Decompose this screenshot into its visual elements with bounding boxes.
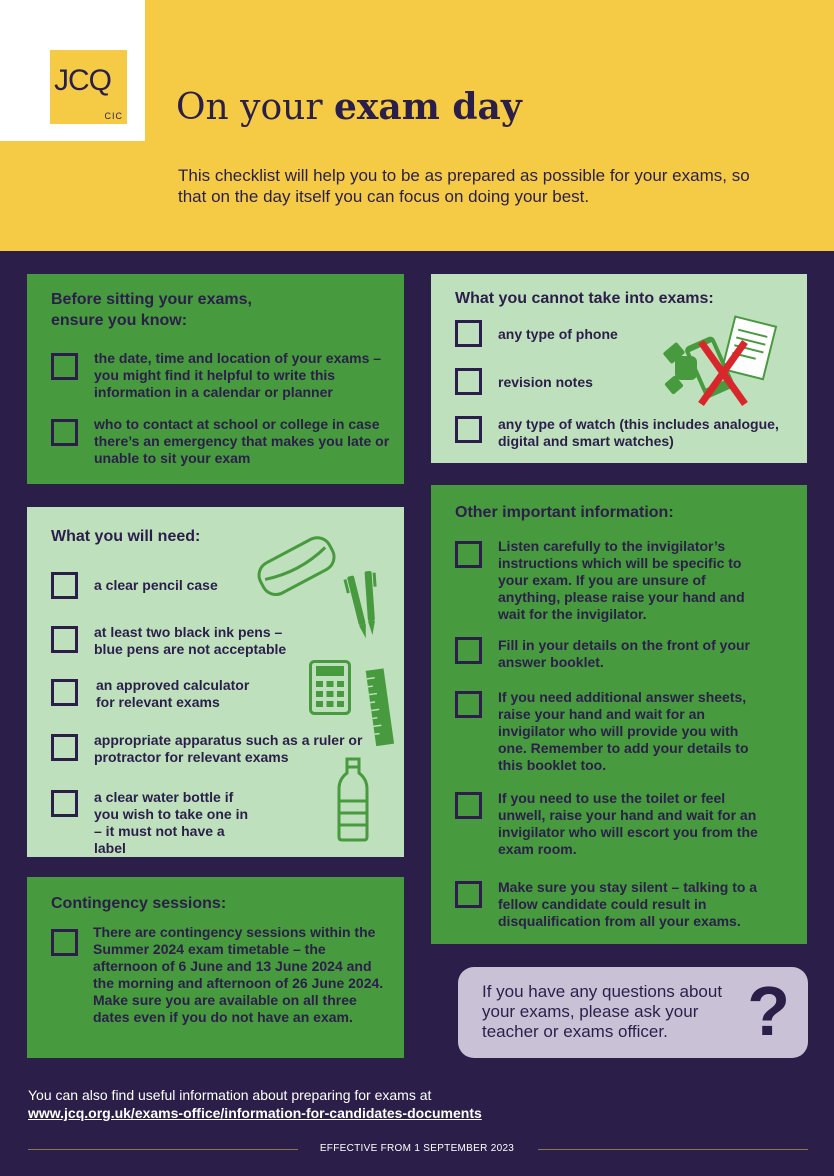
checklist-item-text: If you need additional answer sheets, raise your hand and wait for an invigilator who will provide you with one. Remember to add your details to this booklet too. xyxy=(498,689,749,773)
checkbox[interactable] xyxy=(51,790,78,817)
checklist-item-text: the date, time and location of your exams – you might find it helpful to write this information in a calendar or planner xyxy=(94,350,382,400)
calculator-icon xyxy=(309,660,353,716)
jcq-logo xyxy=(50,50,127,124)
checklist-item-text: an approved calculator for relevant exams xyxy=(96,677,250,710)
checklist-item xyxy=(51,929,81,959)
checklist-item-text: any type of watch (this includes analogue, digital and smart watches) xyxy=(498,416,779,449)
ruler-icon xyxy=(365,667,399,749)
contingency-panel xyxy=(27,877,404,1058)
other-info-panel xyxy=(431,485,807,944)
before-exams-title xyxy=(51,289,252,331)
before-exams-panel xyxy=(27,274,404,484)
checkbox[interactable] xyxy=(51,419,78,446)
checkbox[interactable] xyxy=(51,734,78,761)
questions-speech-bubble xyxy=(458,967,808,1058)
checkbox[interactable] xyxy=(455,792,482,819)
checkbox[interactable] xyxy=(455,691,482,718)
before-title-line2: ensure you know: xyxy=(51,312,188,329)
water-bottle-icon xyxy=(335,757,371,843)
cannot-take-panel xyxy=(431,274,807,463)
checkbox[interactable] xyxy=(51,626,78,653)
checklist-item-text: appropriate apparatus such as a ruler or protractor for relevant exams xyxy=(94,732,363,765)
checklist-item xyxy=(51,350,394,406)
other-info-title: Other important information: xyxy=(455,504,674,521)
contingency-text: There are contingency sessions within the Summer 2024 exam timetable – the afternoon of 6 June and 13 June 2024 and the morning and afternoon of 26 June 2024. Make sure you are available on all three dates even if you do not have an exam. xyxy=(93,924,384,1025)
logo-area xyxy=(0,0,145,141)
pencil-case-icon xyxy=(255,527,339,607)
checklist-item xyxy=(51,416,394,472)
pens-icon xyxy=(347,569,383,643)
checkbox[interactable] xyxy=(455,881,482,908)
checkbox[interactable] xyxy=(51,572,78,599)
title-bold: exam day xyxy=(334,86,522,128)
logo-text: JCQ xyxy=(54,64,111,97)
checkbox[interactable] xyxy=(51,929,78,956)
title-plain: On your xyxy=(176,87,334,128)
checklist-item-text: a clear pencil case xyxy=(94,577,218,593)
checklist-item-text: If you need to use the toilet or feel unwell, raise your hand and wait for an invigilator who will escort you from the exam room. xyxy=(498,790,758,857)
checklist-item-text: a clear water bottle if you wish to take one in – it must not have a label xyxy=(94,789,249,856)
effective-date: EFFECTIVE FROM 1 SEPTEMBER 2023 xyxy=(319,1143,515,1154)
checkbox[interactable] xyxy=(51,679,78,706)
checkbox[interactable] xyxy=(51,353,78,380)
page-title xyxy=(176,86,522,128)
intro-text: This checklist will help you to be as prepared as possible for your exams, so that on the day itself you can focus on doing your best. xyxy=(178,166,750,206)
footer-info-text: You can also find useful information about preparing for exams at xyxy=(28,1087,432,1103)
checklist-item-text: Listen carefully to the invigilator’s instructions which will be specific to your exam. If you are unsure of anything, please raise your hand and wait for the invigilator. xyxy=(498,538,745,622)
header-banner xyxy=(0,0,834,251)
questions-text: If you have any questions about your exams, please ask your teacher or exams officer. xyxy=(482,982,723,1041)
checkbox[interactable] xyxy=(455,320,482,347)
cannot-take-title: What you cannot take into exams: xyxy=(455,290,714,307)
checklist-item-text: any type of phone xyxy=(498,326,618,342)
checkbox[interactable] xyxy=(455,541,482,568)
checklist-item-text: revision notes xyxy=(498,374,593,390)
before-title-line1: Before sitting your exams, xyxy=(51,291,252,308)
contingency-title: Contingency sessions: xyxy=(51,895,227,912)
logo-subtext: CIC xyxy=(104,111,123,121)
forbidden-items-icon xyxy=(665,316,781,416)
checklist-item-text: who to contact at school or college in case there’s an emergency that makes you late or unable to sit your exam xyxy=(94,416,390,466)
checklist-item-text: Make sure you stay silent – talking to a fellow candidate could result in disqualification from all your exams. xyxy=(498,879,758,929)
checkbox[interactable] xyxy=(455,637,482,664)
question-mark-icon: ? xyxy=(747,972,790,1050)
checklist-item-text: at least two black ink pens – blue pens are not acceptable xyxy=(94,624,287,657)
what-you-need-title: What you will need: xyxy=(51,528,201,545)
checklist-item-text: Fill in your details on the front of your answer booklet. xyxy=(498,637,750,670)
footer-link[interactable]: www.jcq.org.uk/exams-office/information-for-candidates-documents xyxy=(28,1105,482,1121)
checkbox[interactable] xyxy=(455,368,482,395)
what-you-need-panel xyxy=(27,507,404,857)
checkbox[interactable] xyxy=(455,416,482,443)
